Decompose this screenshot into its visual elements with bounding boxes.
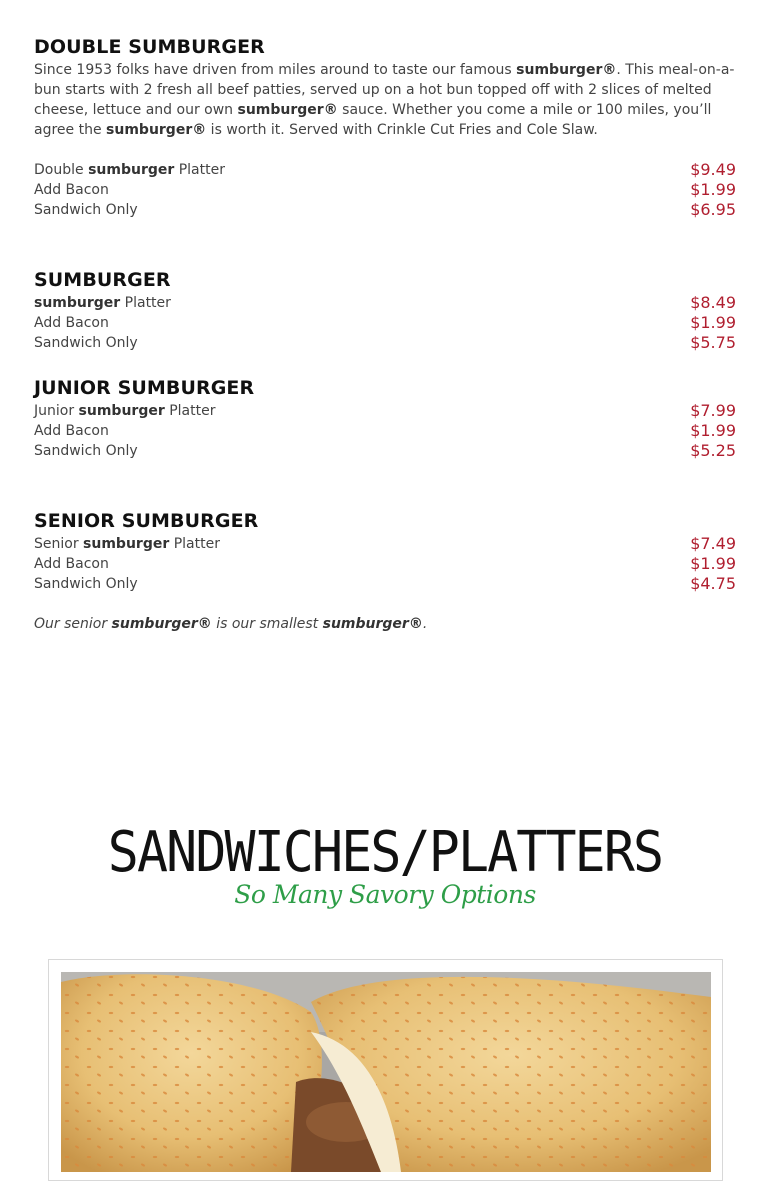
item-label: Sandwich Only [34,202,138,218]
item-label: sumburger Platter [34,295,171,311]
item-label: Add Bacon [34,315,109,331]
section-senior-sumburger [34,508,736,634]
item-label: Senior sumburger Platter [34,536,220,552]
item-label: Double sumburger Platter [34,162,225,178]
menu-item-row [34,401,736,421]
section-title: JUNIOR SUMBURGER [34,377,255,399]
item-label: Add Bacon [34,182,109,198]
section-double-sumburger [34,34,736,220]
item-price: $7.99 [690,401,736,420]
menu-item-row [34,293,736,313]
section-sumburger [34,267,736,353]
item-price: $4.75 [690,574,736,593]
menu-item-row [34,441,736,461]
menu-item-row [34,421,736,441]
sandwich-photo-icon [61,972,711,1172]
item-price: $6.95 [690,200,736,219]
item-price: $7.49 [690,534,736,553]
item-label: Add Bacon [34,423,109,439]
item-price: $1.99 [690,554,736,573]
sandwich-photo-frame [48,959,723,1181]
section-title: SENIOR SUMBURGER [34,510,259,532]
menu-item-row [34,180,736,200]
item-price: $1.99 [690,421,736,440]
menu-item-row [34,160,736,180]
item-price: $5.75 [690,333,736,352]
section-note: Our senior sumburger® is our smallest sumburger®. [34,616,428,632]
item-price: $1.99 [690,313,736,332]
section-title: SUMBURGER [34,269,171,291]
menu-item-row [34,574,736,594]
section-title: DOUBLE SUMBURGER [34,36,265,58]
section-junior-sumburger [34,375,736,461]
section-description: Since 1953 folks have driven from miles around to taste our famous sumburger®. This meal-on-a-bun starts with 2 fresh all beef patties, served up on a hot bun topped off with 2 slices of melted cheese, lettuce and our own sumburger® sauce. Whether you come a mile or 100 miles, you’ll agree the sumburger® is worth it. Served with Crinkle Cut Fries and Cole Slaw. [34,62,735,138]
sandwiches-tagline: So Many Savory Options [234,880,536,909]
item-label: Sandwich Only [34,443,138,459]
item-label: Sandwich Only [34,576,138,592]
item-label: Add Bacon [34,556,109,572]
item-label: Sandwich Only [34,335,138,351]
item-label: Junior sumburger Platter [34,403,216,419]
item-price: $5.25 [690,441,736,460]
menu-item-row [34,200,736,220]
menu-item-row [34,313,736,333]
item-price: $8.49 [690,293,736,312]
menu-item-row [34,554,736,574]
item-price: $9.49 [690,160,736,179]
menu-item-row [34,534,736,554]
item-price: $1.99 [690,180,736,199]
menu-item-row [34,333,736,353]
sandwiches-heading: SANDWICHES/PLATTERS [107,819,663,885]
